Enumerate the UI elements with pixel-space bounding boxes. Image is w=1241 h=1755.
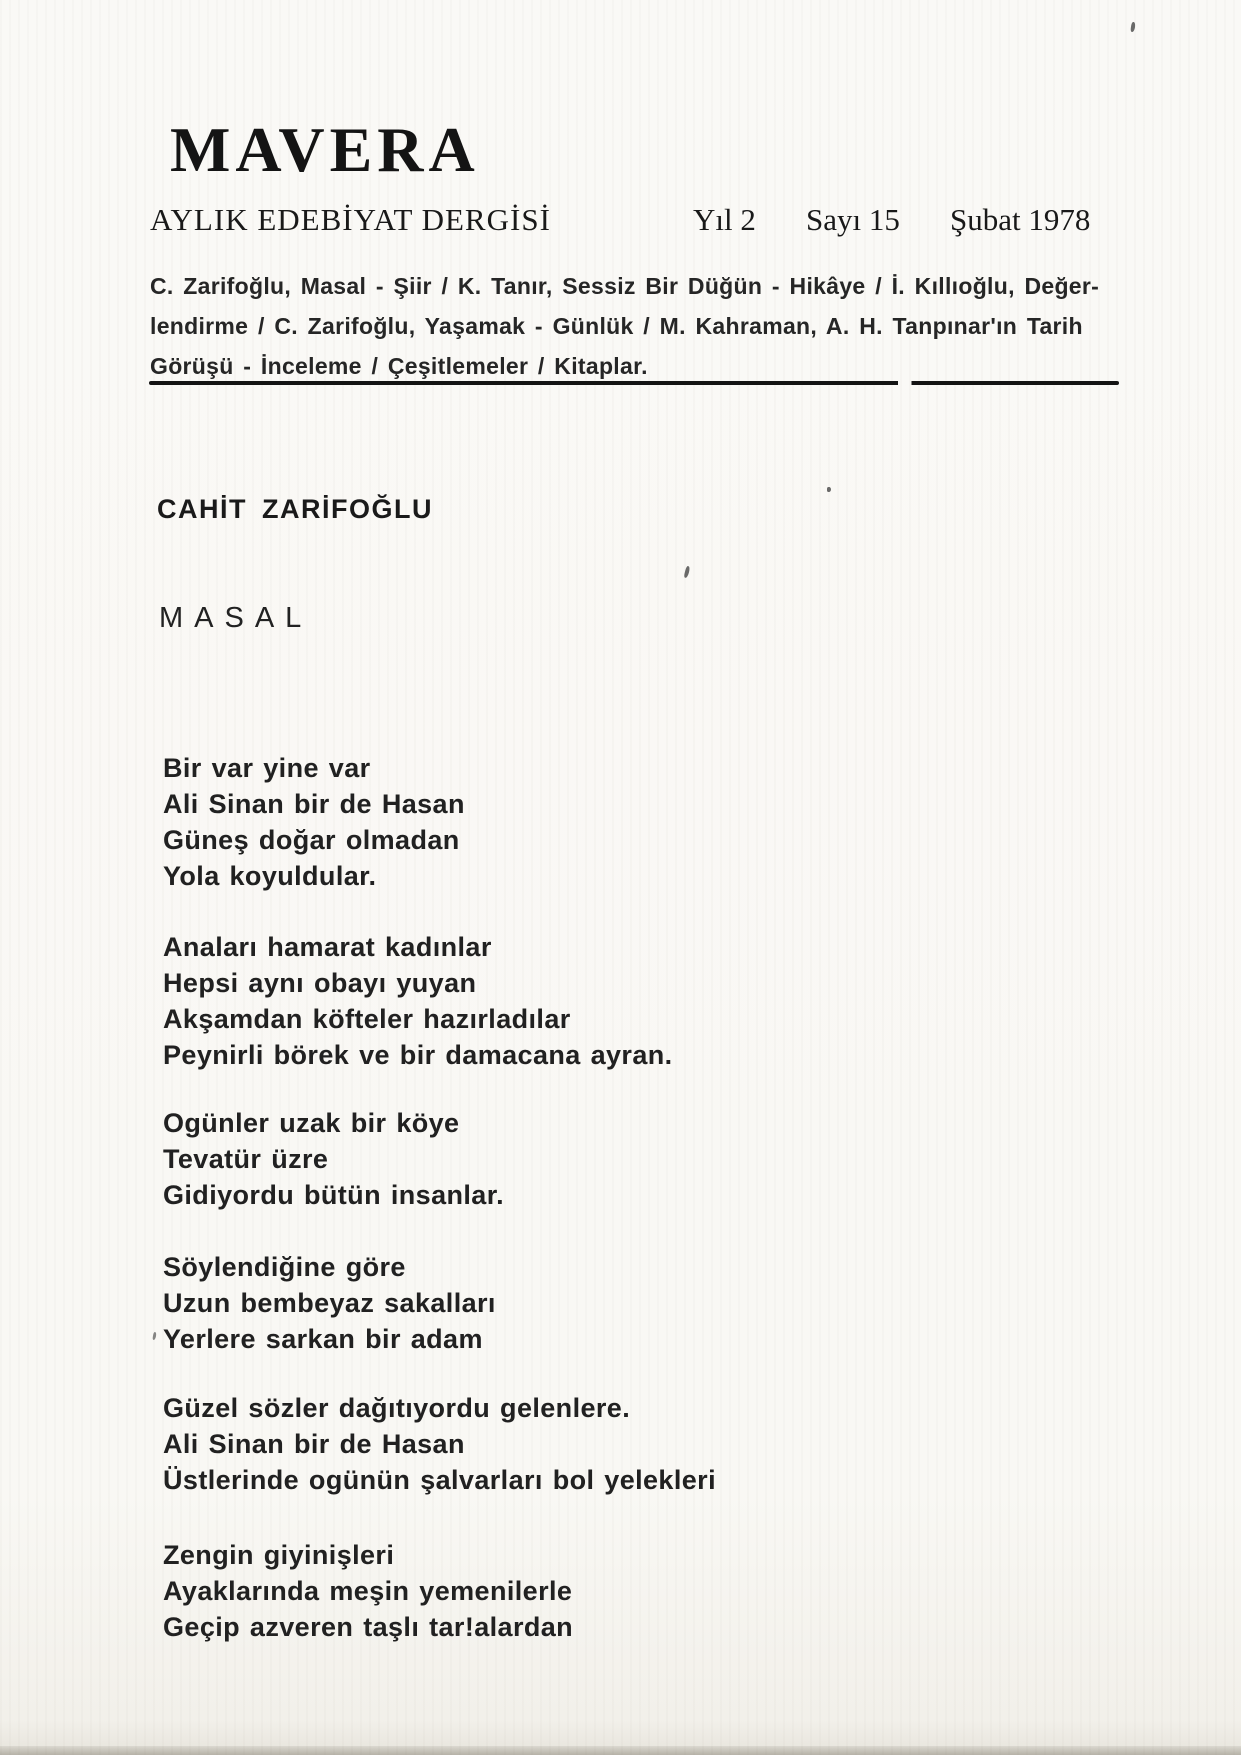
- contents-line: C. Zarifoğlu, Masal - Şiir / K. Tanır, Sessiz Bir Düğün - Hikâye / İ. Kıllıoğlu, Değer-: [150, 273, 1100, 299]
- poem-line: Uzun bembeyaz sakalları: [163, 1288, 496, 1318]
- contents-block: [150, 266, 1125, 386]
- poem-line: Yerlere sarkan bir adam: [163, 1324, 483, 1354]
- poem-line: Gidiyordu bütün insanlar.: [163, 1180, 505, 1210]
- poem-stanza: [163, 1537, 573, 1645]
- poem-line: Üstlerinde ogünün şalvarları bol yelekleri: [163, 1465, 716, 1495]
- poem-line: Yola koyuldular.: [163, 861, 377, 891]
- poem-stanza: [163, 1390, 716, 1498]
- issue-date: Şubat 1978: [950, 202, 1091, 237]
- poem-line: Zengin giyinişleri: [163, 1540, 395, 1570]
- poem-line: Bir var yine var: [163, 753, 371, 783]
- author-name: CAHİT ZARİFOĞLU: [157, 494, 433, 524]
- magazine-subtitle: AYLIK EDEBİYAT DERGİSİ: [150, 202, 551, 237]
- poem-line: Ali Sinan bir de Hasan: [163, 1429, 465, 1459]
- poem-line: Tevatür üzre: [163, 1144, 329, 1174]
- poem-stanza: [163, 750, 465, 894]
- poem-stanza: [163, 1105, 504, 1213]
- contents-line: lendirme / C. Zarifoğlu, Yaşamak - Günlük / M. Kahraman, A. H. Tanpınar'ın Tarih: [150, 313, 1083, 339]
- poem-line: Güneş doğar olmadan: [163, 825, 460, 855]
- poem-line: Peynirli börek ve bir damacana ayran.: [163, 1040, 673, 1070]
- poem-line: Ayaklarında meşin yemenilerle: [163, 1576, 573, 1606]
- poem-line: Geçip azveren taşlı tar!alardan: [163, 1612, 574, 1642]
- poem-line: Akşamdan köfteler hazırladılar: [163, 1004, 571, 1034]
- divider-rule: [149, 381, 1119, 385]
- masthead-title: MAVERA: [170, 114, 480, 185]
- poem-line: Güzel sözler dağıtıyordu gelenlere.: [163, 1393, 631, 1423]
- poem-line: Söylendiğine göre: [163, 1252, 406, 1282]
- poem-line: Ali Sinan bir de Hasan: [163, 789, 465, 819]
- poem-line: Anaları hamarat kadınlar: [163, 932, 492, 962]
- scan-speck: [1130, 22, 1135, 32]
- poem-line: Hepsi aynı obayı yuyan: [163, 968, 477, 998]
- scan-speck: [152, 1332, 156, 1340]
- poem-title: MASAL: [159, 602, 313, 634]
- issue-info-row: [0, 202, 1241, 242]
- issue-number: Sayı 15: [806, 202, 900, 237]
- issue-year: Yıl 2: [693, 202, 756, 237]
- scan-speck: [827, 487, 831, 492]
- scan-speck: [684, 566, 691, 579]
- poem-stanza: [163, 1249, 496, 1357]
- contents-line: Görüşü - İnceleme / Çeşitlemeler / Kitaplar.: [150, 353, 648, 379]
- page-bottom-shadow: [0, 1746, 1241, 1755]
- poem-stanza: [163, 929, 673, 1073]
- poem-line: Ogünler uzak bir köye: [163, 1108, 460, 1138]
